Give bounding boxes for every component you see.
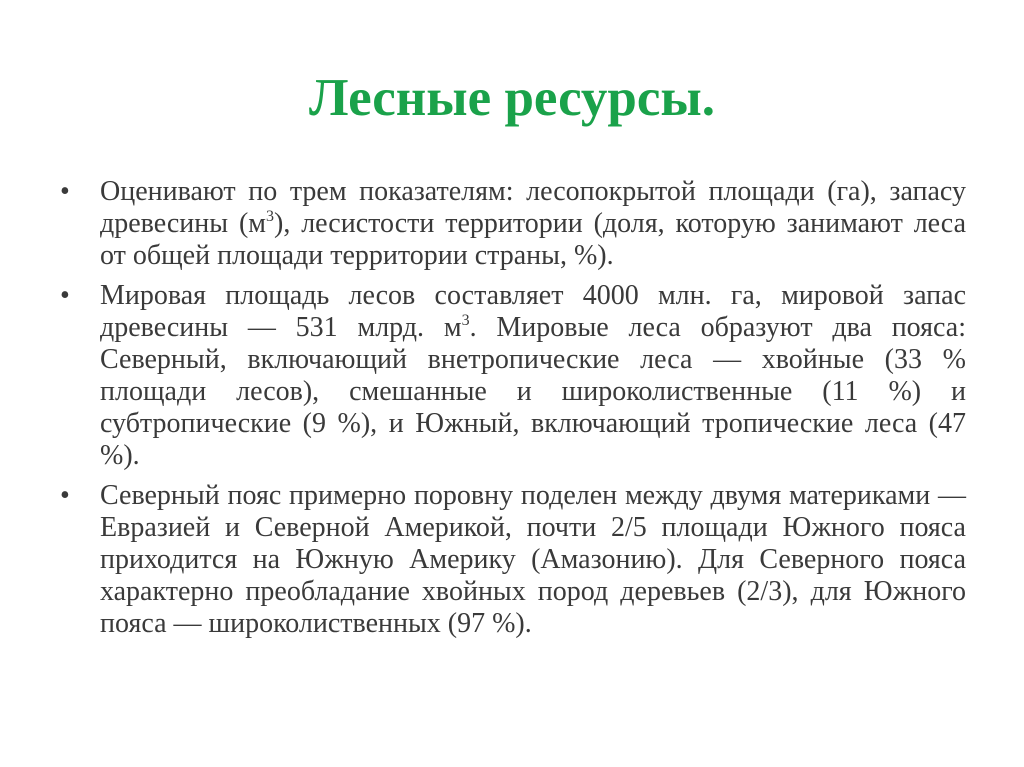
bullet-marker: • [60,280,70,311]
bullet-text-1 [100,176,966,272]
bullet-list [60,176,966,648]
superscript: 3 [266,208,274,225]
superscript: 3 [461,312,470,329]
bullet-text-part: Оценивают по трем показателям: лесопокрытой площади (га), запасу древесины (м [100,176,966,239]
slide-title: Лесные ресурсы. [308,69,716,127]
bullet-marker: • [60,480,70,511]
bullet-item-2 [60,280,966,472]
bullet-text-part: ), лесистости территории (доля, которую занимают леса от общей площади территории страны, %). [100,208,967,271]
bullet-item-1 [60,176,966,272]
bullet-text-part: Мировая площадь лесов составляет 4000 млн. га, мировой запас древесины — 531 млрд. м [100,280,966,343]
bullet-item-3 [60,480,966,640]
bullet-marker: • [60,176,70,207]
bullet-text-2 [100,280,966,472]
bullet-text-part: . Мировые леса образуют два пояса: Северный, включающий внетропические леса — хвойные (33 % площади лесов), смешанные и широколиственные (11 %) и субтропические (9 %), и Южный, включающий тропические леса (47 %). [100,312,966,471]
bullet-text-3: Северный пояс примерно поровну поделен между двумя материками — Евразией и Северной Америкой, почти 2/5 площади Южного пояса приходится на Южную Америку (Амазонию). Для Северного пояса характерно преобладание хвойных пород деревьев (2/3), для Южного пояса — широколиственных (97 %). [100,480,966,639]
